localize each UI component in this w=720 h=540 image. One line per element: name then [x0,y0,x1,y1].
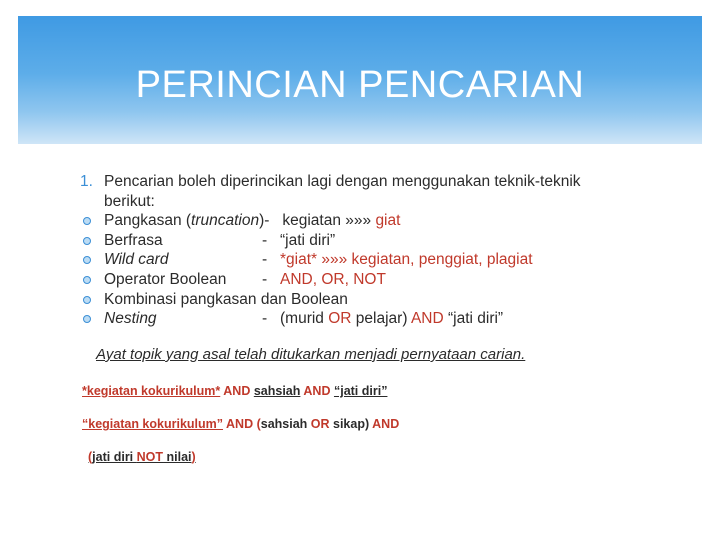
nesting-open: (murid [280,310,329,328]
item-value: kegiatan »»» [282,212,376,230]
item-dash: - [262,231,268,249]
list-item-berfrasa [80,231,660,251]
q3-open: ( [88,450,93,464]
nesting-or: OR [328,310,352,328]
item-dash: - [262,310,268,328]
item-term-italic: truncation [191,212,260,230]
q2-and2: AND [372,417,400,431]
intro-item-continued [80,192,660,212]
bullet-icon [80,270,104,290]
item-term: Berfrasa [104,231,163,249]
title-band [18,16,702,144]
item-value-red: *giat* »»» kegiatan, penggiat, plagiat [280,251,533,269]
list-item-operator-boolean [80,270,660,290]
q2-part2: sahsiah [260,417,311,431]
q1-part2: sahsiah [253,384,301,398]
q3-not: NOT [136,450,164,464]
q2-and1: AND ( [223,417,261,431]
content-list [80,172,660,329]
item-term: Operator Boolean [104,270,227,288]
item-dash: - [262,251,268,269]
q1-part1: *kegiatan kokurikulum* [82,384,221,398]
q3-close: ) [191,450,196,464]
list-item-wildcard [80,250,660,270]
item-term: Kombinasi pangkasan dan Boolean [104,290,348,308]
intro-text-line1: Pencarian boleh diperincikan lagi dengan menggunakan teknik-teknik [104,173,581,190]
search-query-1 [82,384,387,398]
q3-part2: nilai [163,450,192,464]
q1-and1: AND [220,384,254,398]
item-term: Pangkasan ( [104,212,192,230]
item-term: Nesting [104,310,157,328]
intro-item [80,172,660,192]
list-item-nesting [80,309,660,329]
q1-part3: “jati diri” [333,384,388,398]
q3-part1: jati diri [92,450,137,464]
bullet-icon [80,290,104,310]
nesting-and: AND [410,310,444,328]
item-value: “jati diri” [280,231,336,249]
bullet-icon [80,250,104,270]
q2-or: OR [310,417,330,431]
intro-text-line2: berikut: [104,192,155,210]
page-title: PERINCIAN PENCARIAN [135,64,585,106]
item-value-red: AND, OR, NOT [280,270,386,288]
bullet-icon [80,309,104,329]
item-value-red: giat [375,212,401,230]
q1-and2: AND [300,384,334,398]
nesting-mid: pelajar) [351,310,411,328]
list-number: 1. [80,173,93,190]
list-item-kombinasi [80,290,660,310]
list-item-pangkasan [80,211,660,231]
search-query-2 [82,417,399,431]
nesting-tail: “jati diri” [443,310,504,328]
q2-part3: sikap) [329,417,373,431]
bullet-icon [80,231,104,251]
item-term-close: )- [259,212,270,230]
item-dash: - [262,270,268,288]
item-term: Wild card [104,251,169,269]
topic-statement: Ayat topik yang asal telah ditukarkan menjadi pernyataan carian. [96,346,526,363]
q2-part1: “kegiatan kokurikulum” [82,417,224,431]
search-query-3 [88,450,196,464]
bullet-icon [80,211,104,231]
